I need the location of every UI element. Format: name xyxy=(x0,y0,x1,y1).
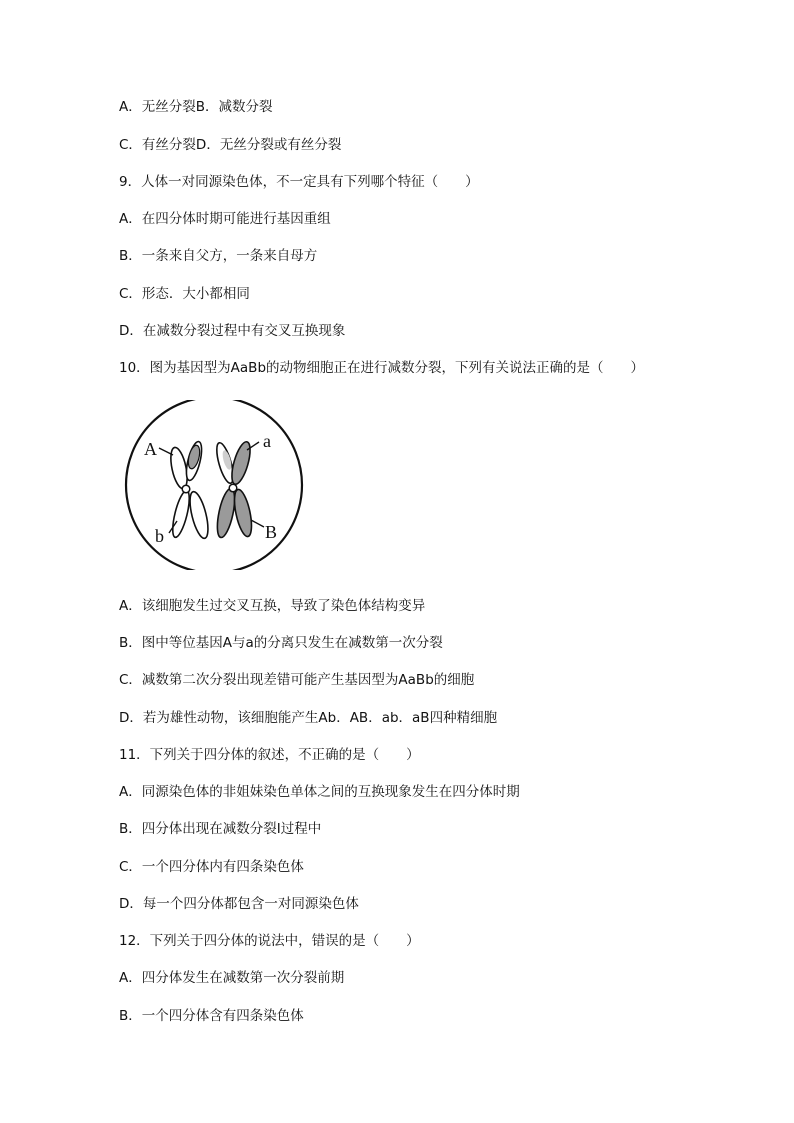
allele-label-A: A xyxy=(144,439,157,459)
q10-option-b: B．图中等位基因A与a的分离只发生在减数第一次分裂 xyxy=(119,635,443,651)
left-centromere xyxy=(182,485,190,493)
q9-stem: 9．人体一对同源染色体，不一定具有下列哪个特征（ ） xyxy=(119,174,479,190)
q9-option-c: C．形态．大小都相同 xyxy=(119,286,250,302)
q12-stem: 12．下列关于四分体的说法中，错误的是（ ） xyxy=(119,933,420,949)
q12-option-b: B．一个四分体含有四条染色体 xyxy=(119,1008,304,1024)
q11-option-b: B．四分体出现在减数分裂Ⅰ过程中 xyxy=(119,821,322,837)
cell-diagram xyxy=(123,400,305,574)
q12-option-a: A．四分体发生在减数第一次分裂前期 xyxy=(119,970,345,986)
q8-options-ab: A．无丝分裂B．减数分裂 xyxy=(119,99,273,115)
q8-options-cd: C．有丝分裂D．无丝分裂或有丝分裂 xyxy=(119,137,342,153)
allele-label-B: B xyxy=(265,522,278,542)
q11-option-d: D．每一个四分体都包含一对同源染色体 xyxy=(119,896,359,912)
allele-label-a: a xyxy=(263,431,271,451)
q9-option-a: A．在四分体时期可能进行基因重组 xyxy=(119,211,331,227)
q10-option-a: A．该细胞发生过交叉互换，导致了染色体结构变异 xyxy=(119,598,426,614)
q10-option-c: C．减数第二次分裂出现差错可能产生基因型为AaBb的细胞 xyxy=(119,672,475,688)
q10-option-d: D．若为雄性动物，该细胞能产生Ab．AB．ab．aB四种精细胞 xyxy=(119,710,498,726)
q11-stem: 11．下列关于四分体的叙述，不正确的是（ ） xyxy=(119,747,420,763)
q11-option-c: C．一个四分体内有四条染色体 xyxy=(119,859,304,875)
allele-label-b: b xyxy=(155,526,164,546)
right-centromere xyxy=(229,484,237,492)
q9-option-b: B．一条来自父方，一条来自母方 xyxy=(119,248,318,264)
cell-membrane xyxy=(126,400,302,570)
q9-option-d: D．在减数分裂过程中有交叉互换现象 xyxy=(119,323,346,339)
q11-option-a: A．同源染色体的非姐妹染色单体之间的互换现象发生在四分体时期 xyxy=(119,784,520,800)
q10-stem: 10．图为基因型为AaBb的动物细胞正在进行减数分裂，下列有关说法正确的是（ ） xyxy=(119,360,645,376)
